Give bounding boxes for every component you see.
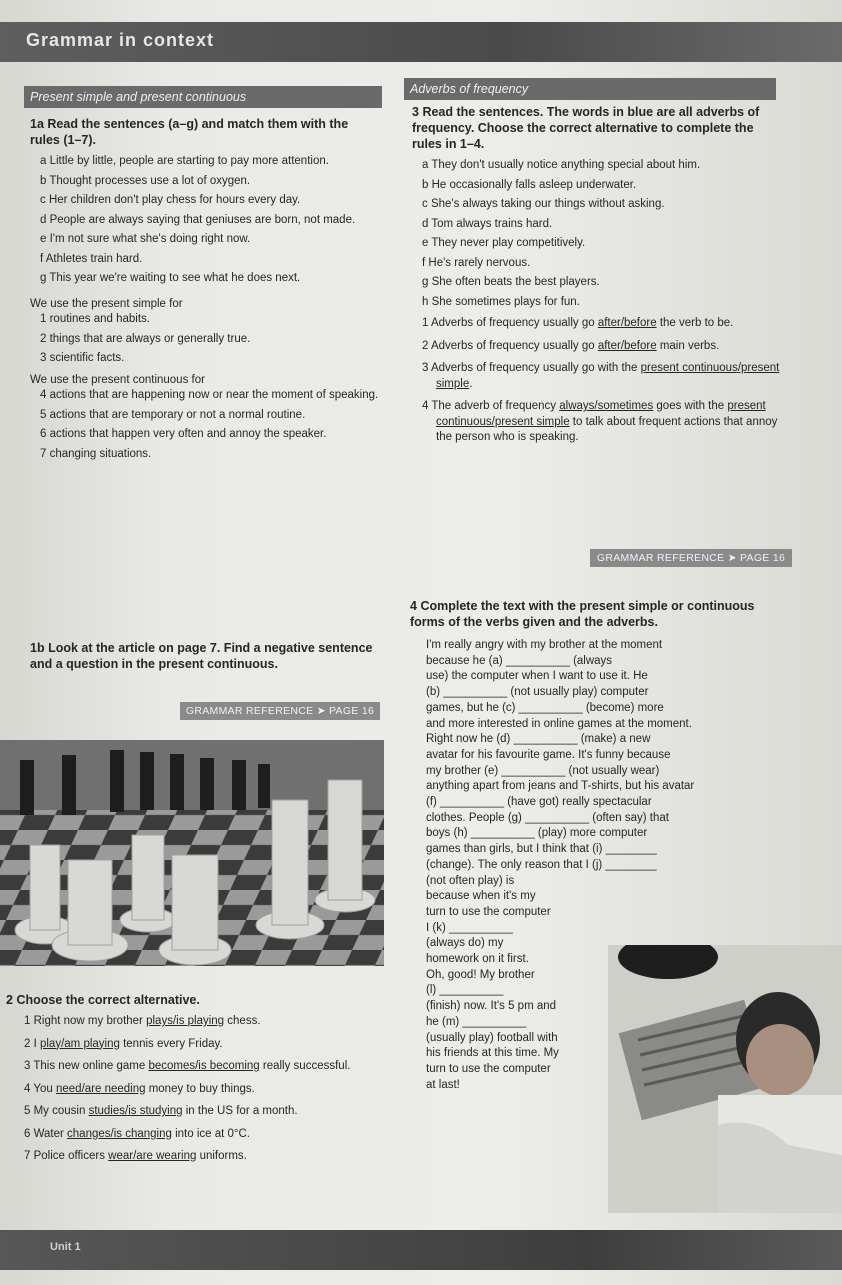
text-line: (always do) my [426,937,504,950]
exercise-1a [30,116,380,466]
item-text: in the US for a month. [182,1105,298,1117]
text-line: he (m) __________ [426,1015,527,1028]
text-line: games than girls, but I think that (i) ________ [426,843,657,856]
choice-item [14,1104,386,1120]
rule-item [412,316,782,332]
text-line: (change). The only reason that I (j) ________ [426,858,657,871]
text-line: (l) __________ [426,984,504,997]
sentence-item: f Athletes train hard. [40,252,143,265]
choice-alternative[interactable]: plays/is playing [146,1015,225,1027]
text-line: my brother (e) __________ (not usually wear) [426,764,660,777]
item-text: 1 Right now my brother [24,1015,147,1027]
text-line: turn to use the computer [426,905,551,918]
item-text: 5 My cousin [24,1105,89,1117]
chess-illustration [0,740,384,966]
choice-item [14,1059,386,1075]
exercise-4-instruction: 4 Complete the text with the present simple or continuous forms of the verbs given and the adverbs. [410,599,755,629]
choice-alternative[interactable]: becomes/is becoming [148,1060,260,1072]
chess-photo [0,740,384,966]
item-text: tennis every Friday. [119,1037,223,1050]
text-line: avatar for his favourite game. It's funny because [426,748,671,761]
text-line: (f) __________ (have got) really spectacular [426,796,652,809]
rule-item: 3 scientific facts. [40,352,125,364]
text-line: (finish) now. It's 5 pm and [426,1000,557,1013]
rule-item [412,399,782,446]
choice-alternative[interactable]: studies/is studying [88,1105,183,1117]
rule-item: 7 changing situations. [40,447,152,460]
rule-item: 6 actions that happen very often and annoy the speaker. [40,428,327,440]
item-text: money to buy things. [145,1082,255,1095]
rule-item: 4 actions that are happening now or near the moment of speaking. [40,389,379,401]
text-line: boys (h) __________ (play) more computer [426,827,648,840]
item-text: 6 Water [24,1127,68,1140]
sentence-item: a Little by little, people are starting to pay more attention. [40,155,329,167]
text-line: his friends at this time. My [426,1047,559,1060]
sentence-item: h She sometimes plays for fun. [422,295,580,308]
text-line: because he (a) __________ (always [426,654,613,667]
choice-item [14,1014,386,1030]
item-text: 4 The adverb of frequency [422,400,560,412]
rule-item [412,339,782,355]
section-title-adverbs: Adverbs of frequency [404,78,776,100]
text-line: (b) __________ (not usually play) computer [426,686,649,699]
section-title-present: Present simple and present continuous [24,86,382,108]
boy-illustration [608,945,842,1213]
item-text: into ice at 0°C. [171,1127,250,1140]
choice-alternative[interactable]: after/before [597,317,657,329]
text-line: clothes. People (g) __________ (often say) that [426,811,669,824]
text-line: at last! [426,1078,460,1091]
grammar-reference-link-left[interactable]: GRAMMAR REFERENCE ➤ PAGE 16 [180,702,380,720]
sentence-item: d Tom always trains hard. [422,217,553,230]
choice-alternative[interactable]: play/am playing [39,1037,120,1050]
unit-label: Unit 1 [50,1241,81,1253]
item-text: the verb to be. [656,317,734,329]
sentence-item: b He occasionally falls asleep underwater. [422,178,637,191]
rule-item: 5 actions that are temporary or not a normal routine. [40,408,306,421]
item-text: uniforms. [196,1150,247,1162]
exercise-2 [6,992,386,1172]
choice-alternative[interactable]: present continuous/present simple [436,362,780,390]
item-text: 3 This new online game [24,1060,149,1072]
text-line: and more interested in online games at the moment. [426,717,692,730]
choice-item [14,1127,386,1143]
item-text: 7 Police officers [24,1150,109,1162]
text-line: turn to use the computer [426,1062,551,1075]
exercise-1b-instruction: 1b Look at the article on page 7. Find a negative sentence and a question in the present continuous. [30,641,373,671]
sentence-item: g She often beats the best players. [422,276,600,288]
text-line: homework on it first. [426,953,529,966]
text-line: games, but he (c) __________ (become) more [426,701,664,714]
choice-item [14,1082,386,1098]
rule-item: 1 routines and habits. [40,313,150,325]
exercise-3-instruction: 3 Read the sentences. The words in blue are all adverbs of frequency. Choose the correct alternative to complete the rules in 1–4. [412,105,760,151]
exercise-3 [412,104,782,453]
choice-alternative[interactable]: changes/is changing [67,1127,172,1140]
item-text: to talk about frequent actions that annoy the person who is speaking. [436,415,778,443]
sentence-item: b Thought processes use a lot of oxygen. [40,174,251,187]
text-line: (usually play) football with [426,1031,558,1044]
header-bar [0,22,842,62]
sentence-item: g This year we're waiting to see what he does next. [40,272,301,284]
sentence-item: a They don't usually notice anything special about him. [422,159,701,171]
text-line: I'm really angry with my brother at the moment [426,639,663,651]
text-line: I (k) __________ [426,921,513,934]
sentence-item: c She's always taking our things without asking. [422,198,665,210]
text-line: Right now he (d) __________ (make) a new [426,733,651,746]
rules-continuous-intro: We use the present continuous for [30,373,205,386]
choice-alternative[interactable]: present continuous/present simple [436,400,766,428]
item-text: chess. [224,1015,261,1027]
rule-item [412,361,782,392]
sentence-item: e They never play competitively. [422,237,586,249]
text-line: (not often play) is [426,874,515,887]
exercise-1a-instruction: 1a Read the sentences (a–g) and match them with the rules (1–7). [30,117,349,147]
item-text: . [469,377,473,390]
footer-bar [0,1230,842,1270]
choice-alternative[interactable]: wear/are wearing [108,1150,197,1162]
text-line: Oh, good! My brother [426,968,535,981]
rule-item: 2 things that are always or generally true. [40,332,251,345]
choice-alternative[interactable]: after/before [597,339,657,352]
choice-alternative[interactable]: always/sometimes [559,400,654,412]
text-line: use) the computer when I want to use it. He [426,670,648,683]
sentence-item: d People are always saying that geniuses are born, not made. [40,213,356,226]
exercise-1b [30,640,380,672]
rules-simple-intro: We use the present simple for [30,297,183,310]
page-title: Grammar in context [26,30,215,50]
text-line: because when it's my [426,890,536,903]
item-text: really successful. [259,1060,351,1072]
item-text: main verbs. [656,339,720,352]
sentence-item: e I'm not sure what she's doing right now. [40,233,251,245]
boy-with-headphones-photo [608,945,842,1213]
sentence-item: c Her children don't play chess for hours every day. [40,194,301,206]
grammar-reference-link-right[interactable]: GRAMMAR REFERENCE ➤ PAGE 16 [590,549,792,567]
item-text: 2 Adverbs of frequency usually go [422,339,598,352]
sentence-item: f He's rarely nervous. [422,256,531,269]
choice-item [14,1149,386,1165]
item-text: goes with the [653,400,728,412]
choice-item [14,1037,386,1053]
item-text: 4 You [24,1082,56,1095]
item-text: 3 Adverbs of frequency usually go with the [422,362,641,374]
choice-alternative[interactable]: need/are needing [55,1082,146,1095]
item-text: 1 Adverbs of frequency usually go [422,317,598,329]
exercise-2-instruction: 2 Choose the correct alternative. [6,993,200,1007]
item-text: 2 I [24,1037,40,1050]
text-line: anything apart from jeans and T-shirts, but his avatar [426,780,695,793]
